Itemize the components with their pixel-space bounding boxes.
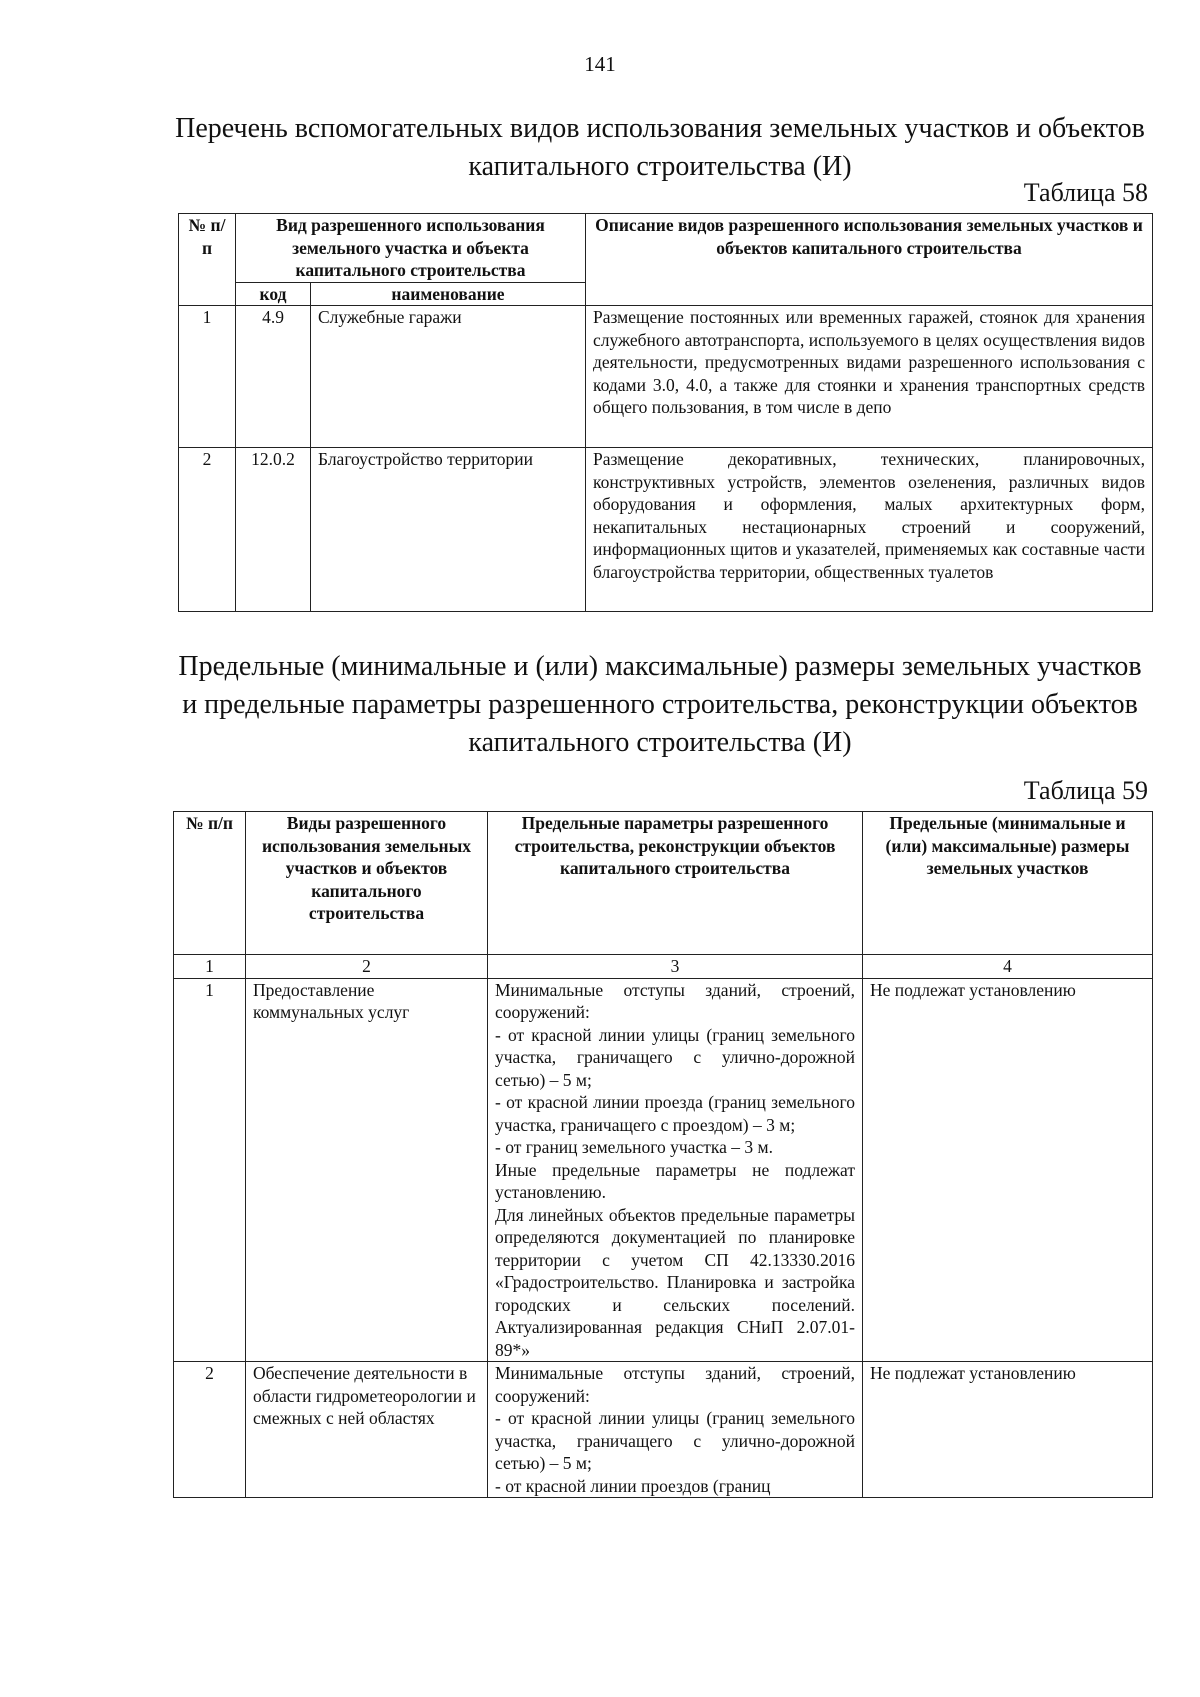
row-num: 2 <box>179 448 236 612</box>
header-code: код <box>236 282 311 306</box>
table59-caption: Таблица 59 <box>1023 776 1148 805</box>
param-line: - от границ земельного участка – 3 м. <box>495 1137 773 1157</box>
table-58 <box>178 213 1153 612</box>
param-line: - от красной линии улицы (границ земельного участка, граничащего с улично-дорожной сетью) – 5 м; <box>495 1408 855 1473</box>
header-description: Описание видов разрешенного использования земельных участков и объектов капитального строительства <box>586 214 1153 306</box>
row-num: 2 <box>174 1362 246 1498</box>
param-line: Для линейных объектов предельные параметры определяются документацией по планировке территории с учетом СП 42.13330.2016 «Градостроительство. Планировка и застройка городских и сельских поселений. Актуализированная редакция СНиП 2.07.01-89*» <box>495 1204 855 1360</box>
row-type: Обеспечение деятельности в области гидрометеорологии и смежных с ней областях <box>246 1362 488 1498</box>
table-59 <box>173 811 1153 1498</box>
row-code: 4.9 <box>236 306 311 448</box>
row-code: 12.0.2 <box>236 448 311 612</box>
table59-title: Предельные (минимальные и (или) максимальные) размеры земельных участков и предельные параметры разрешенного строительства, реконструкции объектов капитального строительства (И) <box>178 651 1142 758</box>
header-type-group: Вид разрешенного использования земельного участка и объекта капитального строительства <box>236 214 586 283</box>
header-params: Предельные параметры разрешенного строительства, реконструкции объектов капитального строительства <box>488 812 863 955</box>
param-line: Минимальные отступы зданий, строений, сооружений: <box>495 979 855 1022</box>
param-line: - от красной линии улицы (границ земельного участка, граничащего с улично-дорожной сетью) – 5 м; <box>495 1024 855 1090</box>
param-line: - от красной линии проезда (границ земельного участка, граничащего с проездом) – 3 м; <box>495 1092 855 1135</box>
row-description: Размещение декоративных, технических, планировочных, конструктивных устройств, элементов озеленения, различных видов оборудования и оформления, малых архитектурных форм, некапитальных нестационарных строений и сооружений, информационных щитов и указателей, применяемых как составные части благоустройства территории, общественных туалетов <box>586 448 1153 612</box>
col-number: 2 <box>246 955 488 979</box>
row-sizes: Не подлежат установлению <box>863 978 1153 1362</box>
table-row <box>179 448 1153 612</box>
row-num: 1 <box>179 306 236 448</box>
row-name: Служебные гаражи <box>311 306 586 448</box>
table-row <box>174 1362 1153 1498</box>
param-line: - от красной линии проездов (границ <box>495 1475 771 1496</box>
col-number: 3 <box>488 955 863 979</box>
row-params <box>488 978 863 1362</box>
table-row <box>174 978 1153 1362</box>
param-line: Иные предельные параметры не подлежат установлению. <box>495 1159 855 1202</box>
header-num: № п/п <box>174 812 246 955</box>
row-sizes: Не подлежат установлению <box>863 1362 1153 1498</box>
col-number: 1 <box>174 955 246 979</box>
header-name: наименование <box>311 282 586 306</box>
row-type: Предоставление коммунальных услуг <box>246 978 488 1362</box>
param-line: Минимальные отступы зданий, строений, сооружений: <box>495 1363 855 1406</box>
table58-caption: Таблица 58 <box>1023 178 1148 207</box>
page-number: 141 <box>584 52 616 76</box>
row-params <box>488 1362 863 1498</box>
column-numbers-row <box>174 955 1153 979</box>
row-description: Размещение постоянных или временных гаражей, стоянок для хранения служебного автотранспорта, используемого в целях осуществления видов деятельности, предусмотренных видами разрешенного использования с кодами 3.0, 4.0, а также для стоянки и хранения транспортных средств общего пользования, в том числе в депо <box>586 306 1153 448</box>
row-num: 1 <box>174 978 246 1362</box>
col-number: 4 <box>863 955 1153 979</box>
table-row <box>179 306 1153 448</box>
row-name: Благоустройство территории <box>311 448 586 612</box>
table58-title: Перечень вспомогательных видов использования земельных участков и объектов капитального строительства (И) <box>175 113 1145 182</box>
header-num: № п/п <box>179 214 236 306</box>
header-sizes: Предельные (минимальные и (или) максимальные) размеры земельных участков <box>863 812 1153 955</box>
header-type: Виды разрешенного использования земельных участков и объектов капитального строительства <box>246 812 488 955</box>
